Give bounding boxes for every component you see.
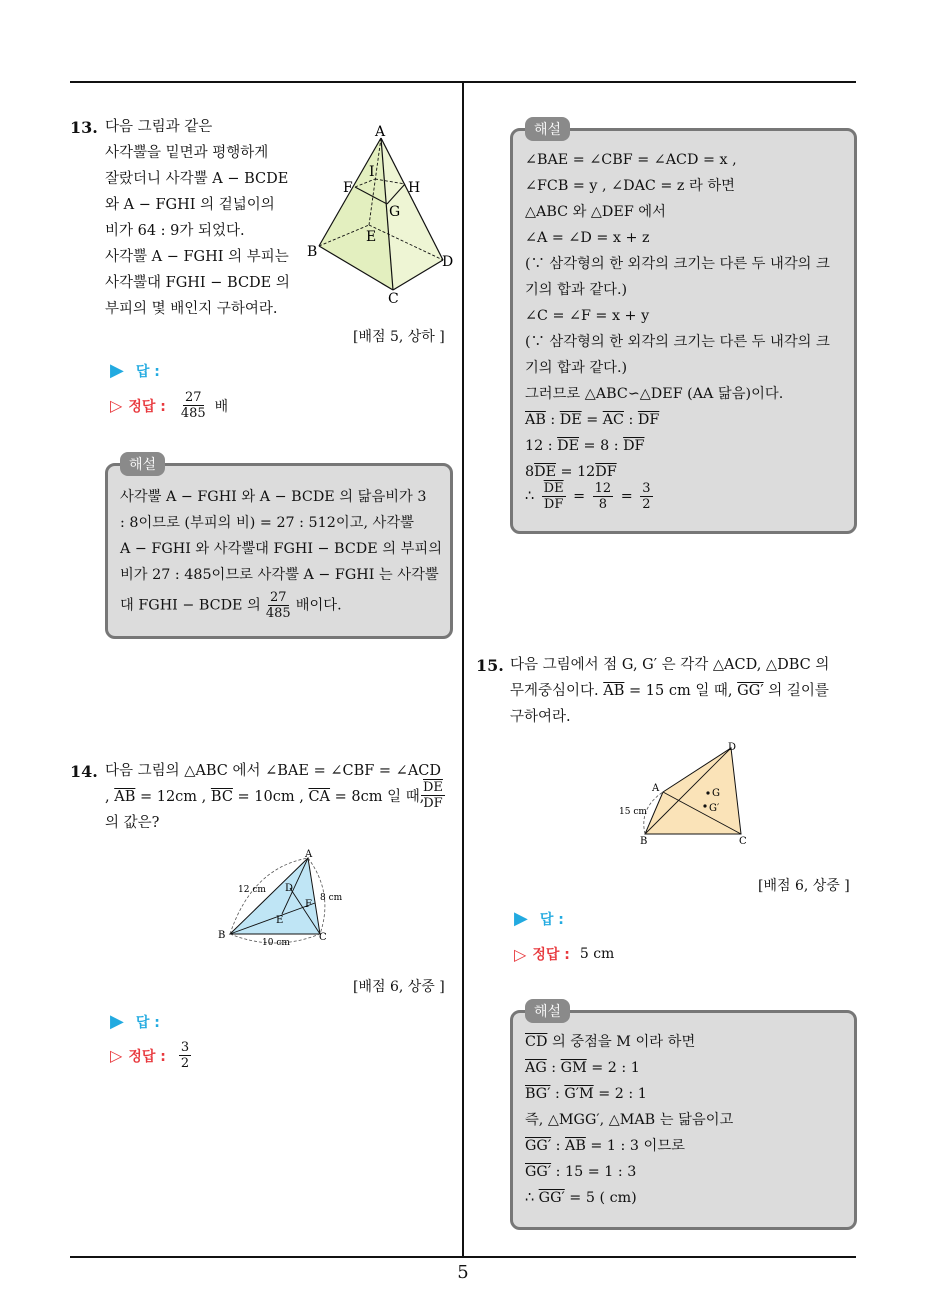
q13-explanation-box [105, 457, 453, 639]
q13-label-a: A [375, 124, 386, 140]
explain-text: 8 [525, 464, 535, 480]
explain-line [120, 590, 440, 621]
q13-label-e: E [366, 229, 377, 245]
q14-answer-row [110, 1011, 160, 1032]
q14-score: [배점 6, 상중 ] [353, 979, 445, 995]
q14-explanation-content [525, 147, 844, 512]
segment: GG′ [525, 1164, 552, 1180]
segment: $\overline{AB}$ [565, 1138, 586, 1154]
q15-quadrilateral-figure [615, 738, 765, 850]
segment: GG′ [538, 1190, 565, 1206]
q13-line: 사각뿔대 FGHI − BCDE 의 [105, 275, 290, 291]
correct-arrow-icon: ▷ [110, 396, 123, 415]
explain-line [525, 433, 844, 459]
explain-text: = 2 : 1 [586, 1060, 640, 1076]
segment: $\overline{DF}$ [637, 412, 660, 428]
frac-num: 3 [180, 1040, 190, 1055]
explain-fraction [542, 481, 566, 512]
q15-label-d: D [728, 742, 737, 753]
q14-label-d: D [285, 883, 294, 894]
explain-line: ∴ $\frac{\overline{DE}}{DF}$ = $\frac{12}{8}$ = $\frac{3}{2}$ [525, 481, 651, 512]
q13-line: 사각뿔 A − FGHI 의 부피는 [105, 249, 289, 265]
answer-arrow-icon: ▶ [514, 908, 528, 929]
explain-line: ∠A = ∠D = x + z [525, 230, 650, 246]
page-number: 5 [457, 1262, 469, 1283]
segment: $\overline{DE}$ [534, 464, 557, 480]
explain-line: 즉, △MGG′, △MAB 는 닮음이고 [525, 1112, 734, 1128]
segment: $\overline{AG}$ [525, 1060, 547, 1076]
q15-label-c: C [739, 836, 747, 847]
explain-line: A − FGHI 와 사각뿔대 FGHI − BCDE 의 부피의 [120, 541, 443, 557]
q15-correct-value: 5 cm [579, 946, 615, 962]
explain-line: 그러므로 △ABC∽△DEF (AA 닮음)이다. [525, 386, 784, 402]
q14-label-ca: 8 cm [320, 893, 343, 903]
q14-label-bc: 10 cm [262, 938, 290, 948]
explain-text: = 8 : [579, 438, 624, 454]
q13-number: 13. [70, 118, 98, 137]
q15-label-b: B [640, 836, 648, 847]
q15-text [510, 652, 829, 730]
explain-text: 12 : [525, 438, 558, 454]
segment: $\overline{AB}$ [525, 412, 546, 428]
q14-correct-label: 정답 : [128, 1048, 166, 1065]
q13-pyramid-figure [305, 120, 465, 310]
q15-line: 다음 그림에서 점 G, G′ 은 각각 △ACD, △DBC 의 [510, 657, 830, 673]
q14-text-part: = 10cm , [232, 789, 309, 805]
q14-answer-label: 답 : [135, 1015, 160, 1031]
q13-label-c: C [388, 291, 399, 307]
q13-label-b: B [307, 244, 318, 260]
explain-line: : 8이므로 (부피의 비) = 27 : 512이고, 사각뿔 [120, 515, 414, 531]
q14-explanation-tag: 해설 [525, 117, 570, 141]
explain-line [525, 1185, 844, 1211]
q15-explanation-tag: 해설 [525, 999, 570, 1023]
q14-line: 다음 그림의 △ABC 에서 ∠BAE = ∠CBF = ∠ACD [105, 763, 442, 779]
frac-den: 2 [642, 497, 651, 512]
explain-text: : 15 = 1 : 3 [551, 1164, 637, 1180]
frac-num: 27 [270, 590, 287, 605]
explain-line: (∵ 삼각형의 한 외각의 크기는 다른 두 내각의 크 [525, 334, 830, 350]
q14-text-part: = 12cm , [135, 789, 211, 805]
segment: $\overline{DF}$ [623, 438, 645, 454]
explain-line: $\overline{AB}$ : $\overline{DE} = \overline{AC}$ : $\overline{DF}$ [525, 412, 660, 428]
q13-correct-row [110, 390, 228, 421]
q14-number: 14. [70, 762, 98, 781]
q14-correct-row [110, 1040, 194, 1071]
frac-den: 2 [180, 1056, 190, 1071]
explain-line: (∵ 삼각형의 한 외각의 크기는 다른 두 내각의 크 [525, 256, 830, 272]
q14-label-e: E [276, 915, 284, 926]
explain-text: ∴ [525, 1190, 539, 1206]
q15-answer-row [514, 908, 564, 929]
segment: $\overline{DE}$ [557, 438, 580, 454]
q13-explanation-tag: 해설 [120, 452, 165, 476]
segment: $\overline{CD}$ [525, 1034, 548, 1050]
q15-number: 15. [476, 656, 504, 675]
explain-fraction [593, 481, 614, 512]
q15-label-length: 15 cm [619, 807, 647, 817]
frac-num: 12 [594, 481, 612, 496]
q14-question-fraction [421, 780, 445, 811]
explain-line: 비가 27 : 485이므로 사각뿔 A − FGHI 는 사각뿔 [120, 567, 439, 583]
q13-line: 부피의 몇 배인지 구하여라. [105, 301, 278, 317]
frac-den: DF [423, 796, 443, 811]
bottom-rule [70, 1256, 856, 1258]
correct-arrow-icon: ▷ [514, 944, 527, 964]
explain-line: GG′ : $\overline{AB} = 1$ : 3 이므로 [525, 1138, 685, 1154]
q14-line [105, 784, 441, 810]
q13-label-g: G [389, 204, 401, 220]
q13-label-i: I [369, 164, 375, 180]
explain-fraction [264, 590, 293, 621]
q15-label-g: G [712, 788, 720, 799]
q15-text-part: = 15 cm 일 때, [624, 683, 738, 699]
explain-line: BG′ : G′M = 2 : 1 [525, 1086, 647, 1102]
explain-text: 의 중점을 M 이라 하면 [547, 1034, 696, 1050]
segment: BG′ [525, 1086, 551, 1102]
q13-label-d: D [442, 254, 454, 270]
q14-text [105, 758, 441, 836]
q15-answer-label: 답 : [539, 912, 564, 928]
q14-label-b: B [218, 930, 226, 941]
frac-den: 485 [180, 406, 206, 421]
explain-line: $\overline{AG}$ : $\overline{GM} = 2$ : 1 [525, 1060, 640, 1076]
explain-line: ∠C = ∠F = x + y [525, 308, 650, 324]
q14-label-f: F [305, 899, 312, 910]
q14-label-c: C [319, 932, 327, 943]
frac-den: 8 [598, 497, 608, 512]
q15-explanation-box [510, 1004, 857, 1230]
q15-label-gprime: G′ [709, 803, 720, 814]
q14-segment-ab: $\overline{AB}$ [114, 789, 136, 805]
segment: GG′ [525, 1138, 552, 1154]
segment: $\overline{AC}$ [602, 412, 624, 428]
q13-correct-fraction [179, 390, 208, 421]
frac-den: DF [543, 497, 564, 512]
q15-text-part: 의 길이를 [763, 683, 829, 699]
q15-line [510, 678, 829, 704]
explain-line: ∠BAE = ∠CBF = ∠ACD = x , [525, 152, 737, 168]
q14-triangle-figure [212, 848, 352, 948]
q14-label-ab: 12 cm [238, 885, 266, 895]
q14-line: 의 값은? [105, 815, 160, 831]
segment: $\overline{DE}$ [559, 412, 582, 428]
q15-text-part: 무게중심이다. [510, 683, 604, 699]
explain-text: = 5 ( cm) [564, 1190, 637, 1206]
explain-fraction [640, 481, 652, 512]
q14-explanation-box [510, 122, 857, 534]
explain-line: △ABC 와 △DEF 에서 [525, 204, 666, 220]
answer-arrow-icon: ▶ [110, 1011, 124, 1032]
frac-num: 3 [642, 481, 651, 496]
q13-line: 사각뿔을 밑면과 평행하게 [105, 145, 269, 161]
explain-line: 기의 합과 같다.) [525, 360, 628, 376]
q13-line: 다음 그림과 같은 [105, 119, 213, 135]
explain-text: 대 FGHI − BCDE 의 [120, 597, 261, 614]
q13-answer-label: 답 : [135, 364, 160, 380]
q13-correct-label: 정답 : [128, 398, 166, 415]
q13-line: 와 A − FGHI 의 겉넓이의 [105, 197, 275, 213]
explain-line: 기의 합과 같다.) [525, 282, 628, 298]
frac-num: 27 [184, 390, 202, 405]
segment: G′M [564, 1086, 594, 1102]
frac-num: $\overline{DE}$ [423, 780, 443, 795]
answer-arrow-icon: ▶ [110, 360, 124, 381]
q15-segment-gg: GG′ [737, 683, 764, 699]
explain-line [525, 1029, 844, 1055]
q15-score: [배점 6, 상중 ] [758, 878, 850, 894]
explain-line: ∠FCB = y , ∠DAC = z 라 하면 [525, 178, 735, 194]
q14-text-part: = 8cm 일 때, [330, 789, 425, 805]
q14-segment-ca: $\overline{CA}$ [308, 789, 331, 805]
q15-line: 구하여라. [510, 709, 571, 725]
q13-line: 잘랐더니 사각뿔 A − BCDE [105, 171, 289, 187]
q13-score: [배점 5, 상하 ] [353, 329, 445, 345]
q15-correct-label: 정답 : [532, 947, 570, 963]
explain-text: = 2 : 1 [593, 1086, 647, 1102]
explain-text: ∴ [525, 488, 539, 505]
q15-label-a: A [652, 783, 660, 794]
correct-arrow-icon: ▷ [110, 1046, 123, 1065]
q14-text-part: , [105, 789, 115, 805]
q14-correct-fraction [179, 1040, 191, 1071]
q14-segment-bc: $\overline{BC}$ [210, 789, 233, 805]
explain-line: 사각뿔 A − FGHI 와 A − BCDE 의 닮음비가 3 [120, 489, 427, 505]
explain-line [525, 1159, 844, 1185]
q13-text [105, 114, 290, 322]
q14-label-a: A [305, 849, 313, 860]
q15-explanation-content [525, 1029, 844, 1211]
segment: $\overline{GM}$ [560, 1060, 587, 1076]
q13-correct-unit: 배 [214, 398, 229, 415]
q13-label-f: F [343, 180, 353, 196]
frac-den: 485 [265, 606, 291, 621]
explain-text: = 12 [556, 464, 596, 480]
segment: $\overline{DF}$ [595, 464, 617, 480]
q13-answer-row [110, 360, 160, 381]
q15-correct-row [514, 944, 614, 964]
frac-num: $\overline{DE}$ [543, 481, 564, 496]
q13-explanation-content [120, 484, 443, 621]
q13-line: 비가 64 : 9가 되었다. [105, 223, 245, 239]
explain-text: 배이다. [295, 597, 342, 614]
q15-segment-ab: $\overline{AB}$ [603, 683, 625, 699]
q13-label-h: H [408, 180, 421, 196]
explain-text: = 1 : 3 이므로 [585, 1138, 685, 1154]
